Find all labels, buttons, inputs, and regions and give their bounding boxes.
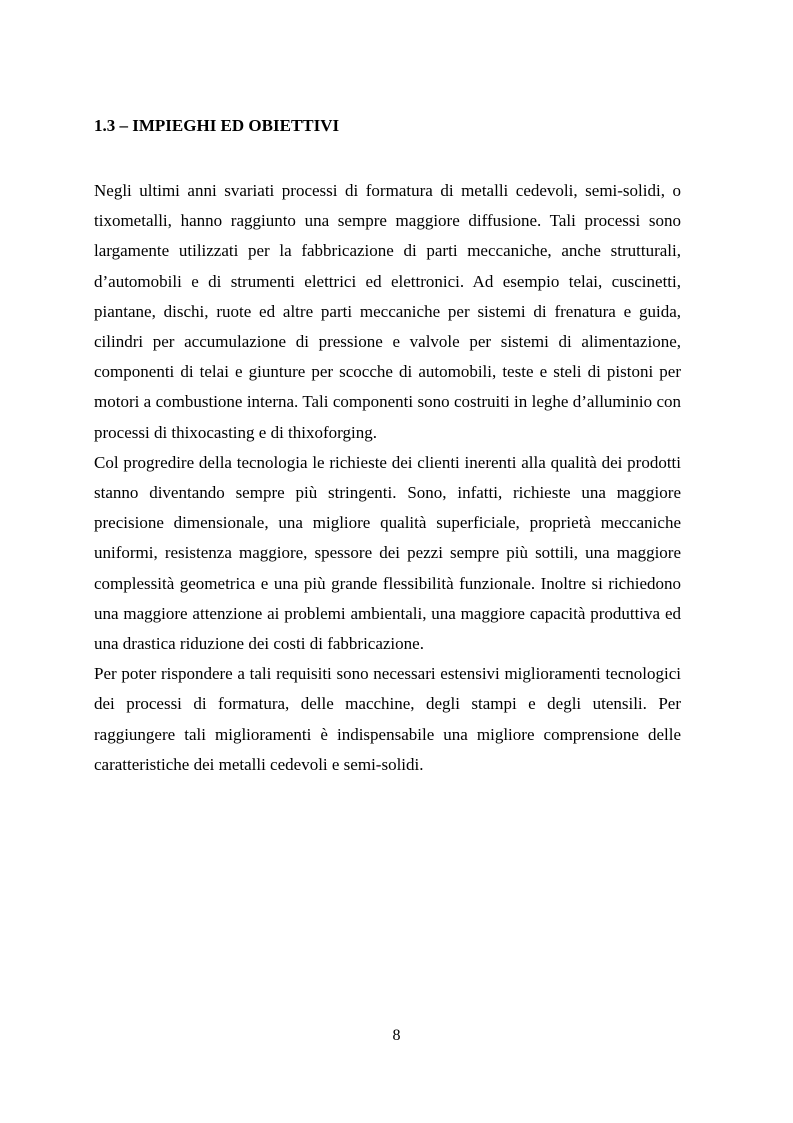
- page-number: 8: [392, 1027, 401, 1044]
- paragraph-3: Per poter rispondere a tali requisiti sono necessari estensivi miglioramenti tecnologici dei processi di formatura, delle macchine, degli stampi e degli utensili. Per raggiungere tali miglioramenti è indispensabile una migliore comprensione delle caratteristiche dei metalli cedevoli e semi-solidi.: [94, 664, 681, 774]
- body-text: [94, 176, 681, 780]
- paragraph-1: Negli ultimi anni svariati processi di formatura di metalli cedevoli, semi-solidi, o tixometalli, hanno raggiunto una sempre maggiore diffusione. Tali processi sono largamente utilizzati per la fabbricazione di parti meccaniche, anche strutturali, d’automobili e di strumenti elettrici ed elettronici. Ad esempio telai, cuscinetti, piantane, dischi, ruote ed altre parti meccaniche per sistemi di frenatura e guida, cilindri per accumulazione di pressione e valvole per sistemi di alimentazione, componenti di telai e giunture per scocche di automobili, teste e steli di pistoni per motori a combustione interna. Tali componenti sono costruiti in leghe d’alluminio con processi di thixocasting e di thixoforging.: [94, 181, 681, 442]
- section-heading: 1.3 – IMPIEGHI ED OBIETTIVI: [94, 116, 340, 135]
- paragraph-2: Col progredire della tecnologia le richieste dei clienti inerenti alla qualità dei prodotti stanno diventando sempre più stringenti. Sono, infatti, richieste una maggiore precisione dimensionale, una migliore qualità superficiale, proprietà meccaniche uniformi, resistenza maggiore, spessore dei pezzi sempre più sottili, una maggiore complessità geometrica e una più grande flessibilità funzionale. Inoltre si richiedono una maggiore attenzione ai problemi ambientali, una maggiore capacità produttiva ed una drastica riduzione dei costi di fabbricazione.: [94, 452, 681, 654]
